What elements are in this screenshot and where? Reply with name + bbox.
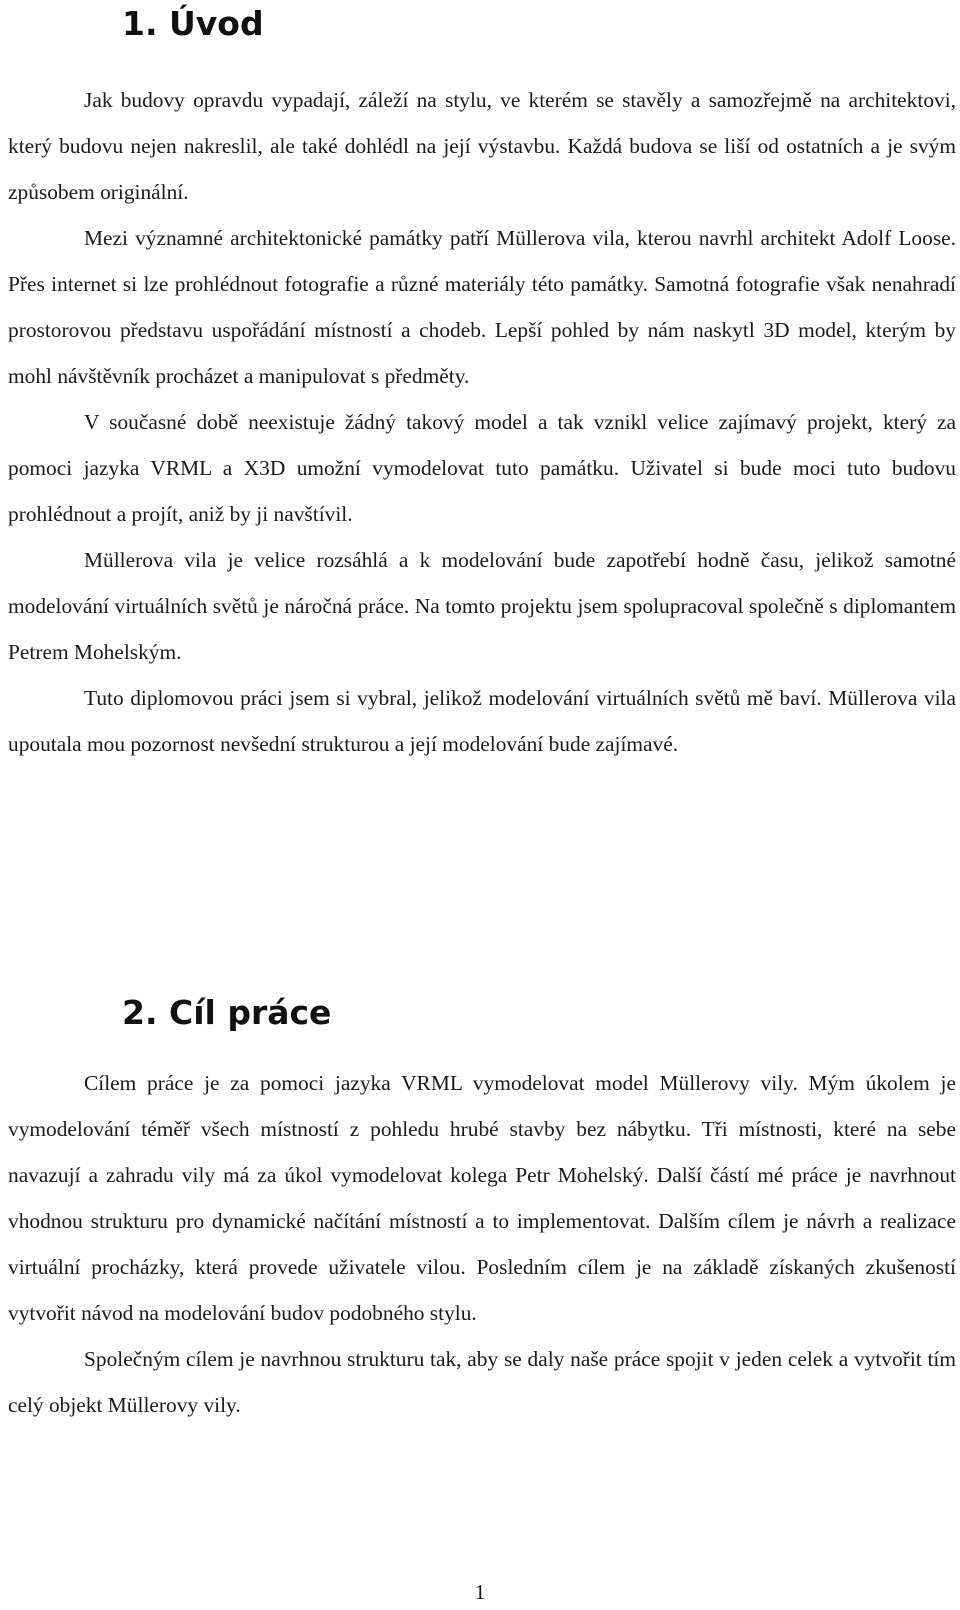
paragraph: Müllerova vila je velice rozsáhlá a k modelování bude zapotřebí hodně času, jelikož samotné modelování virtuálních světů je náročná práce. Na tomto projektu jsem spolupracoval společně s diplomantem Petrem Mohelským.	[8, 548, 956, 664]
section-heading-uvod: 1. Úvod	[122, 4, 264, 43]
section-cil-prace-body	[8, 1060, 956, 1428]
paragraph: V současné době neexistuje žádný takový model a tak vznikl velice zajímavý projekt, který za pomoci jazyka VRML a X3D umožní vymodelovat tuto památku. Uživatel si bude moci tuto budovu prohlédnout a projít, aniž by ji navštívil.	[8, 410, 956, 526]
paragraph: Tuto diplomovou práci jsem si vybral, jelikož modelování virtuálních světů mě baví. Müllerova vila upoutala mou pozornost nevšední strukturou a její modelování bude zajímavé.	[8, 686, 956, 756]
paragraph: Mezi významné architektonické památky patří Müllerova vila, kterou navrhl architekt Adolf Loose. Přes internet si lze prohlédnout fotografie a různé materiály této památky. Samotná fotografie však nenahradí prostorovou představu uspořádání místností a chodeb. Lepší pohled by nám naskytl 3D model, kterým by mohl návštěvník procházet a manipulovat s předměty.	[8, 226, 956, 388]
paragraph: Cílem práce je za pomoci jazyka VRML vymodelovat model Müllerovy vily. Mým úkolem je vymodelování téměř všech místností z pohledu hrubé stavby bez nábytku. Tři místnosti, které na sebe navazují a zahradu vily má za úkol vymodelovat kolega Petr Mohelský. Další částí mé práce je navrhnout vhodnou strukturu pro dynamické načítání místností a to implementovat. Dalším cílem je návrh a realizace virtuální procházky, která provede uživatele vilou. Posledním cílem je na základě získaných zkušeností vytvořit návod na modelování budov podobného stylu.	[8, 1071, 956, 1325]
paragraph: Společným cílem je navrhnou strukturu tak, aby se daly naše práce spojit v jeden celek a vytvořit tím celý objekt Müllerovy vily.	[8, 1347, 956, 1417]
section-uvod-body	[8, 77, 956, 767]
page-number: 1	[474, 1580, 486, 1604]
section-heading-cil-prace: 2. Cíl práce	[122, 993, 332, 1032]
paragraph: Jak budovy opravdu vypadají, záleží na stylu, ve kterém se stavěly a samozřejmě na architektovi, který budovu nejen nakreslil, ale také dohlédl na její výstavbu. Každá budova se liší od ostatních a je svým způsobem originální.	[8, 88, 956, 204]
